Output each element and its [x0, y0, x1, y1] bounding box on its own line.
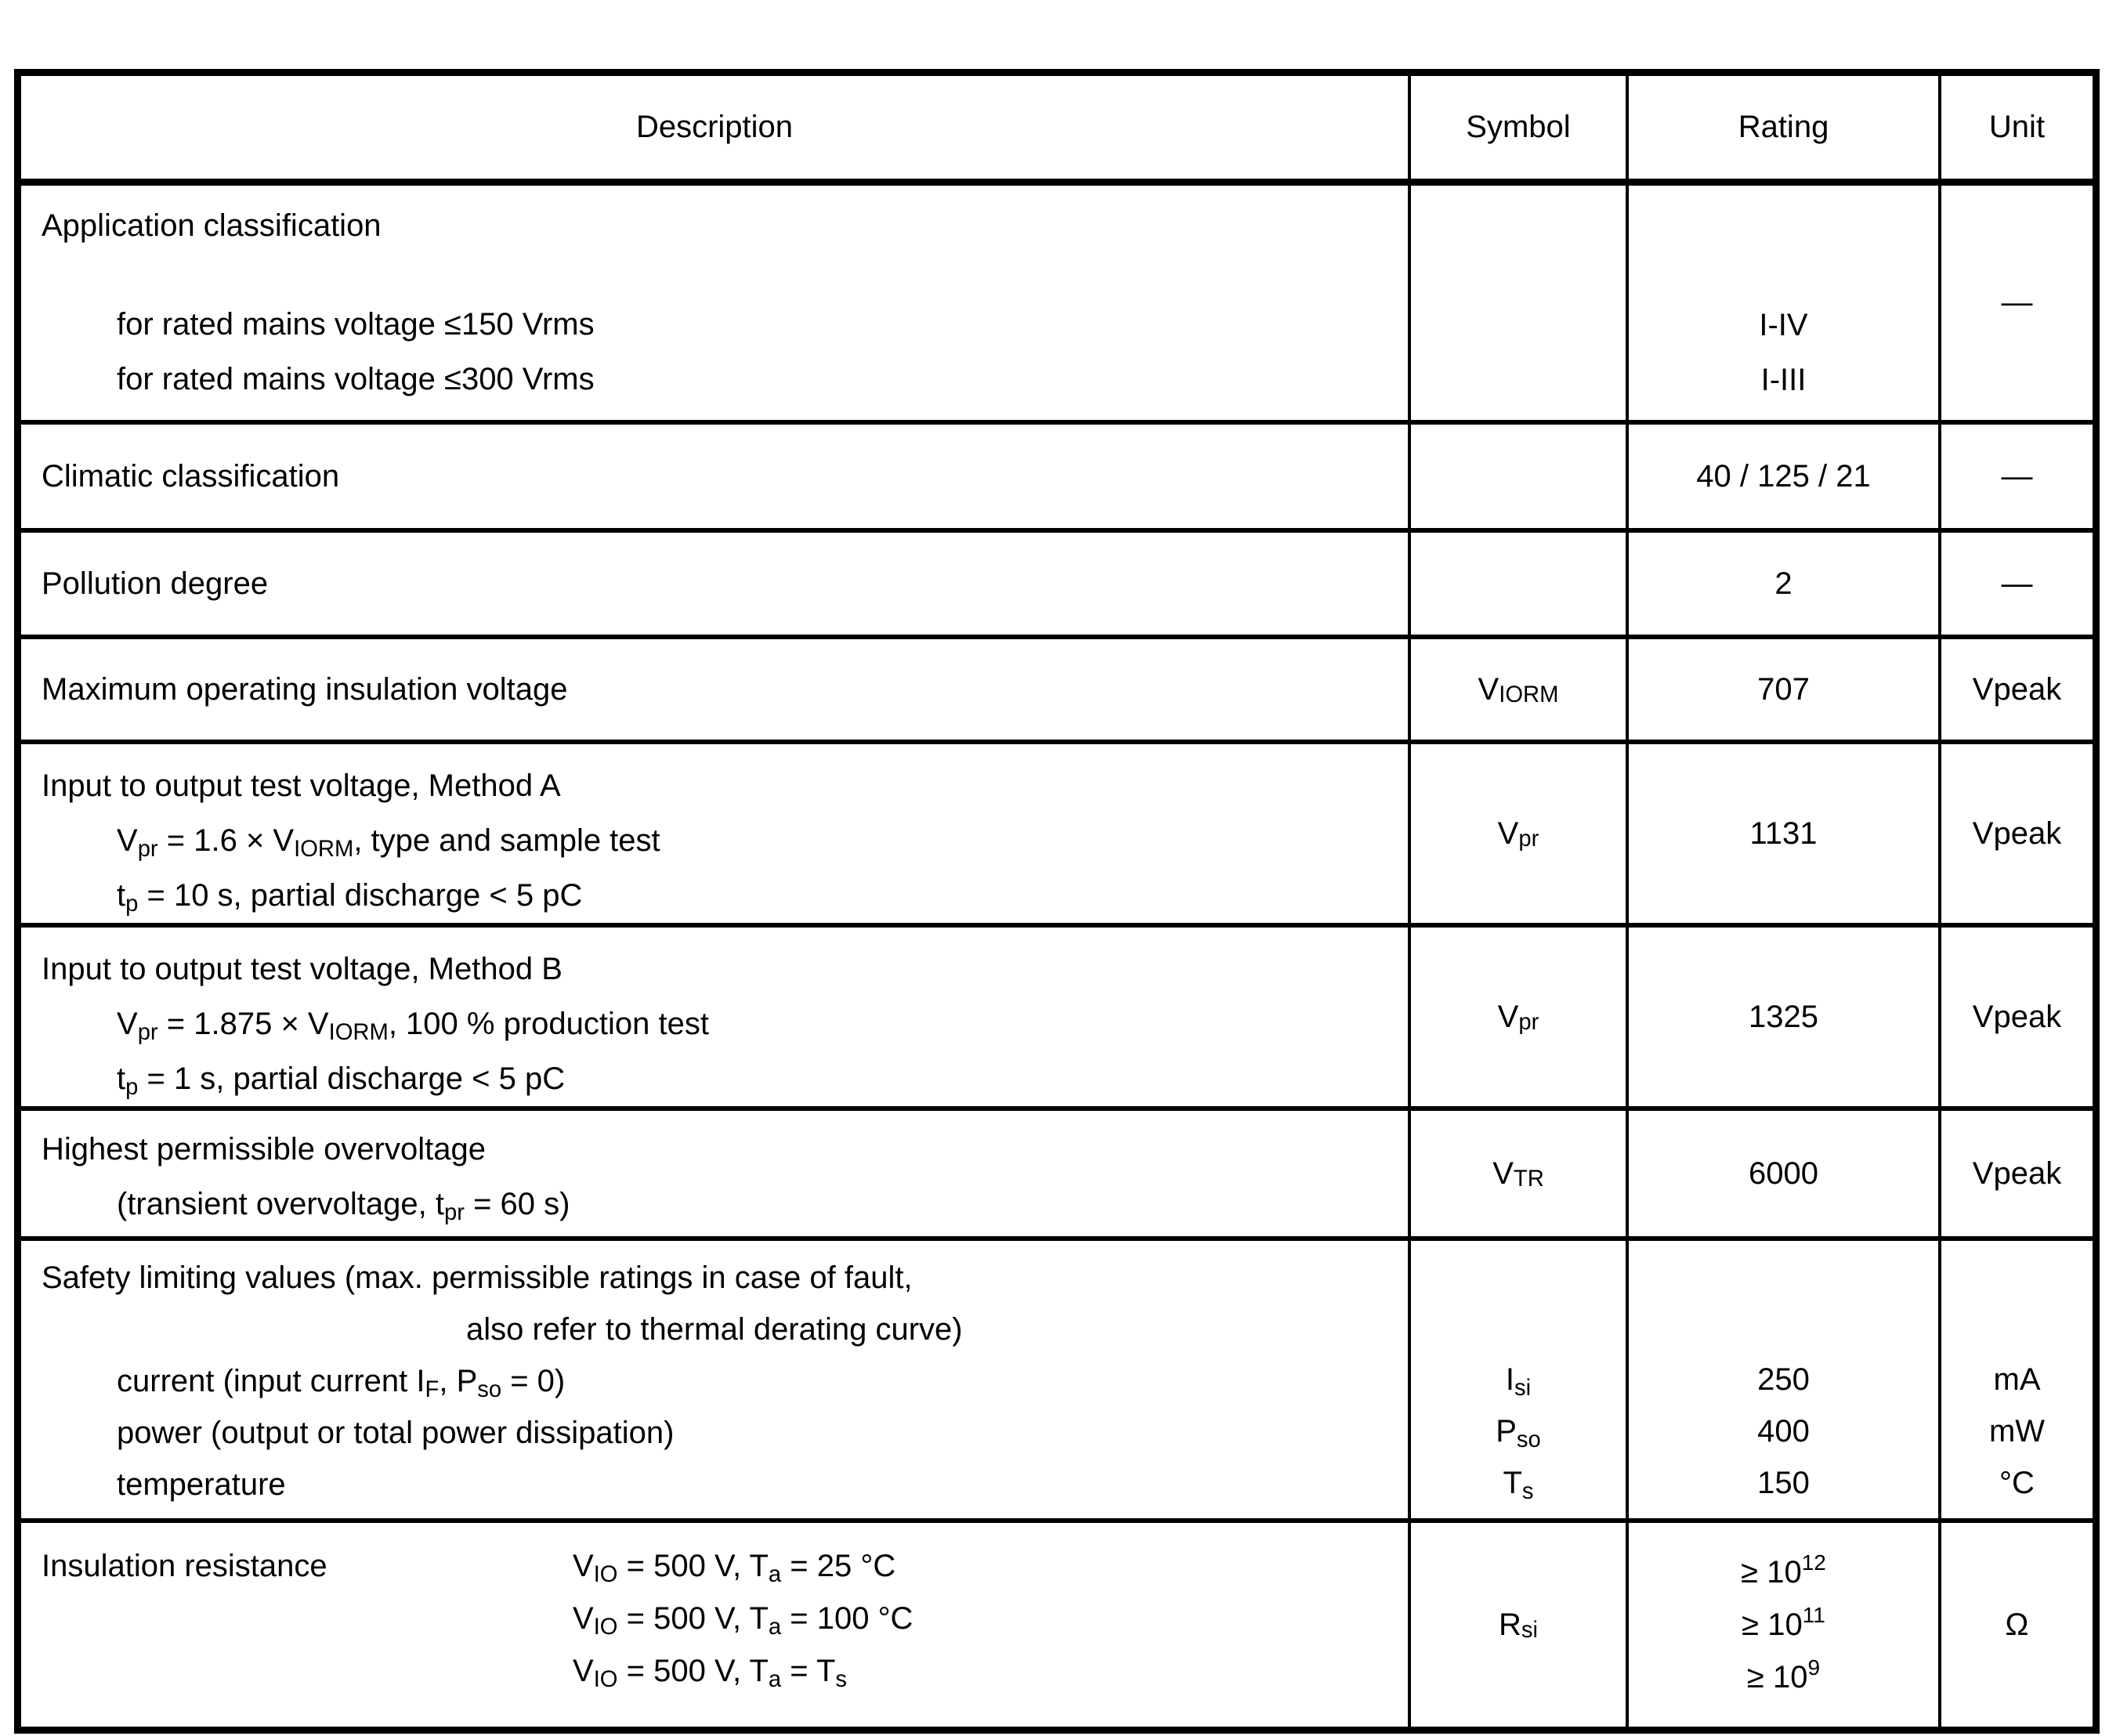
table-row-io-test-voltage-method-b [21, 923, 2093, 1106]
condition-line: $V_{IO} = 500$ V, $T_a = 100$ °C [573, 1601, 913, 1640]
unit-cell: Vpeak [1938, 928, 2093, 1106]
table-row-io-test-voltage-method-a [21, 740, 2093, 923]
rating-value: ≥ $10^{11}$ [1742, 1603, 1825, 1642]
unit-cell: Ω [1938, 1523, 2093, 1727]
unit-cell [1938, 1241, 2093, 1518]
rating-value: 250 [1757, 1362, 1810, 1397]
symbol-value: $T_s$ [1503, 1466, 1534, 1504]
table-row-insulation-resistance [21, 1518, 2093, 1727]
unit-cell: Vpeak [1938, 1111, 2093, 1236]
table-row-climatic-classification [21, 420, 2093, 528]
rating-cell [1626, 1241, 1938, 1518]
symbol-cell: V $_{IORM}$ [1408, 639, 1626, 740]
rating-cell [1626, 186, 1938, 420]
table-row-highest-permissible-overvoltage [21, 1106, 2093, 1236]
description-line: $V_{pr} = 1.6 \times V_{IORM}$, type and sample test [117, 823, 660, 862]
description-line: $t_p = 1$ s, partial discharge < 5 pC [117, 1061, 566, 1100]
symbol-cell: V $_{pr}$ [1408, 928, 1626, 1106]
rating-cell: 1325 [1626, 928, 1938, 1106]
row-description: Climatic classification [42, 458, 340, 494]
row-description [21, 744, 1408, 923]
symbol-cell: R $_{si}$ [1408, 1523, 1626, 1727]
symbol-cell: V $_{TR}$ [1408, 1111, 1626, 1236]
unit-cell: Vpeak [1938, 744, 2093, 923]
rating-value: 400 [1757, 1414, 1810, 1448]
unit-cell: — [1938, 425, 2093, 528]
unit-cell: — [1938, 186, 2093, 420]
description-title: Safety limiting values (max. permissible ratings in case of fault, [42, 1260, 913, 1295]
rating-value: ≥ $10^9$ [1746, 1655, 1821, 1694]
description-title: Insulation resistance [42, 1549, 327, 1583]
table-row-safety-limiting-values [21, 1236, 2093, 1518]
unit-value: °C [1999, 1466, 2035, 1500]
symbol-cell [1408, 533, 1626, 635]
description-line: current (input current $I_F$, $P_{so} = 0$) [117, 1364, 566, 1402]
unit-value: mA [1993, 1362, 2041, 1397]
description-title: Highest permissible overvoltage [42, 1132, 486, 1166]
description-line: $t_p = 10$ s, partial discharge < 5 pC [117, 878, 583, 917]
row-description [21, 1523, 1408, 1727]
rating-cell: 2 [1626, 533, 1938, 635]
condition-line: $V_{IO} = 500$ V, $T_a = T_s$ [573, 1654, 848, 1692]
rating-value: I-III [1760, 363, 1807, 397]
table-row-pollution-degree [21, 528, 2093, 635]
rating-cell: 40 / 125 / 21 [1626, 425, 1938, 528]
spacer [42, 253, 1408, 297]
rating-cell: 6000 [1626, 1111, 1938, 1236]
column-header-description: Description [635, 110, 794, 144]
description-title: Input to output test voltage, Method B [42, 952, 563, 986]
safety-ratings-table [14, 69, 2100, 1734]
symbol-value: $I_{si}$ [1505, 1362, 1532, 1401]
rating-cell [1626, 1523, 1938, 1727]
description-line: (transient overvoltage, $t_{pr} = 60$ s) [117, 1187, 570, 1225]
description-line: $V_{pr} = 1.875 \times V_{IORM}$, 100 % production test [117, 1007, 709, 1045]
rating-value: 150 [1757, 1466, 1810, 1500]
column-header-rating: Rating [1626, 76, 1938, 179]
description-line: temperature [117, 1467, 286, 1502]
symbol-value: $P_{so}$ [1496, 1414, 1541, 1452]
unit-value: mW [1988, 1414, 2046, 1448]
unit-cell: Vpeak [1938, 639, 2093, 740]
description-line: for rated mains voltage ≤300 Vrms [117, 362, 595, 396]
rating-cell: 707 [1626, 639, 1938, 740]
table-header-row [21, 76, 2093, 179]
unit-cell: — [1938, 533, 2093, 635]
table-row-max-operating-insulation-voltage [21, 635, 2093, 740]
symbol-cell: V $_{pr}$ [1408, 744, 1626, 923]
description-title: Application classification [42, 208, 382, 243]
description-line: power (output or total power dissipation) [117, 1416, 675, 1450]
symbol-cell [1408, 425, 1626, 528]
test-conditions [573, 1540, 913, 1727]
row-description [21, 1111, 1408, 1236]
row-description: Maximum operating insulation voltage [42, 671, 568, 707]
description-line: for rated mains voltage ≤150 Vrms [117, 307, 595, 342]
description-title: Input to output test voltage, Method A [42, 769, 561, 803]
rating-value: ≥ $10^{12}$ [1741, 1550, 1826, 1590]
rating-cell: 1131 [1626, 744, 1938, 923]
table-row-application-classification [21, 179, 2093, 420]
row-description [21, 928, 1408, 1106]
symbol-cell [1408, 1241, 1626, 1518]
column-header-symbol: Symbol [1408, 76, 1626, 179]
description-title-continued: also refer to thermal derating curve) [466, 1312, 963, 1347]
row-description [21, 1241, 1408, 1518]
symbol-cell [1408, 186, 1626, 420]
column-header-unit: Unit [1938, 76, 2093, 179]
rating-value: I-IV [1759, 308, 1808, 342]
condition-line: $V_{IO} = 500$ V, $T_a = 25$ °C [573, 1549, 896, 1587]
row-description: Pollution degree [42, 566, 269, 601]
row-description [21, 186, 1408, 420]
